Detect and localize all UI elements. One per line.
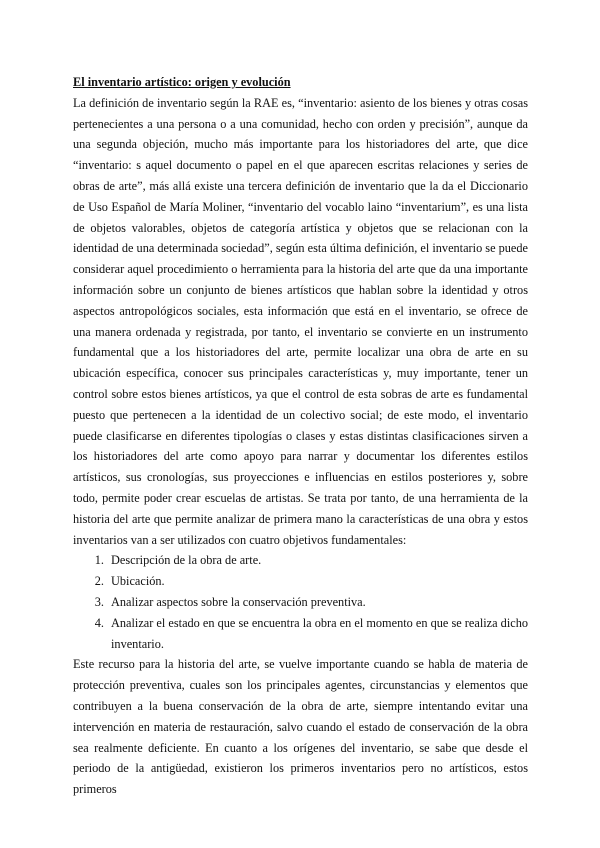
section-heading: El inventario artístico: origen y evolución bbox=[73, 75, 291, 89]
paragraph-conservation: Este recurso para la historia del arte, se vuelve importante cuando se habla de materia de protección preventiva, cuales son los principales agentes, circunstancias y elementos que contribuyen a la buena conservación de la obra de arte, siempre intentando evitar una intervención en materia de restauración, salvo cuando el estado de conservación de la obra sea realmente deficiente. En cuanto a los orígenes del inventario, se sabe que desde el periodo de la antigüedad, existieron los primeros inventarios pero no artísticos, estos primeros bbox=[73, 657, 528, 797]
objectives-list bbox=[73, 550, 528, 654]
document-body bbox=[73, 72, 528, 800]
list-item: 2. Ubicación. bbox=[107, 571, 528, 592]
list-item: 3. Analizar aspectos sobre la conservación preventiva. bbox=[107, 592, 528, 613]
list-item: 1. Descripción de la obra de arte. bbox=[107, 550, 528, 571]
list-item: 4. Analizar el estado en que se encuentra la obra en el momento en que se realiza dicho inventario. bbox=[107, 613, 528, 655]
paragraph-definition: La definición de inventario según la RAE es, “inventario: asiento de los bienes y otras cosas pertenecientes a una persona o a una comunidad, hecho con orden y precisión”, aunque da una segunda objeción, mucho más importante para los historiadores del arte, que dice “inventario: s aquel documento o papel en el que aparecen escritas relaciones y series de obras de arte”, más allá existe una tercera definición de inventario que la da el Diccionario de Uso Español de María Moliner, “inventario del vocablo laino “inventarium”, es una lista de objetos valorables, objetos de categoría artística y objetos que se relacionan con la identidad de una determinada sociedad”, según esta última definición, el inventario se puede considerar aquel procedimiento o herramienta para la historia del arte que da una importante información sobre un conjunto de bienes artísticos que hablan sobre la identidad y otros aspectos antropológicos sociales, esta información que está en el inventario, se ofrece de una manera ordenada y registrada, por tanto, el inventario se convierte en un instrumento fundamental que a los historiadores del arte, permite localizar una obra de arte en su ubicación específica, conocer sus principales características y, muy importante, tener un control sobre estos bienes artísticos, ya que el control de esta sobras de arte es fundamental puesto que pertenecen a la identidad de un colectivo social; de este modo, el inventario puede clasificarse en diferentes tipologías o clases y estas distintas clasificaciones sirven a los historiadores del arte como apoyo para narrar y documentar los diferentes estilos artísticos, sus cronologías, sus proyecciones e influencias en estilos posteriores y, sobre todo, permite poder crear escuelas de artistas. Se trata por tanto, de una herramienta de la historia del arte que permite analizar de primera mano la características de una obra y estos inventarios van a ser utilizados con cuatro objetivos fundamentales: bbox=[73, 95, 528, 547]
